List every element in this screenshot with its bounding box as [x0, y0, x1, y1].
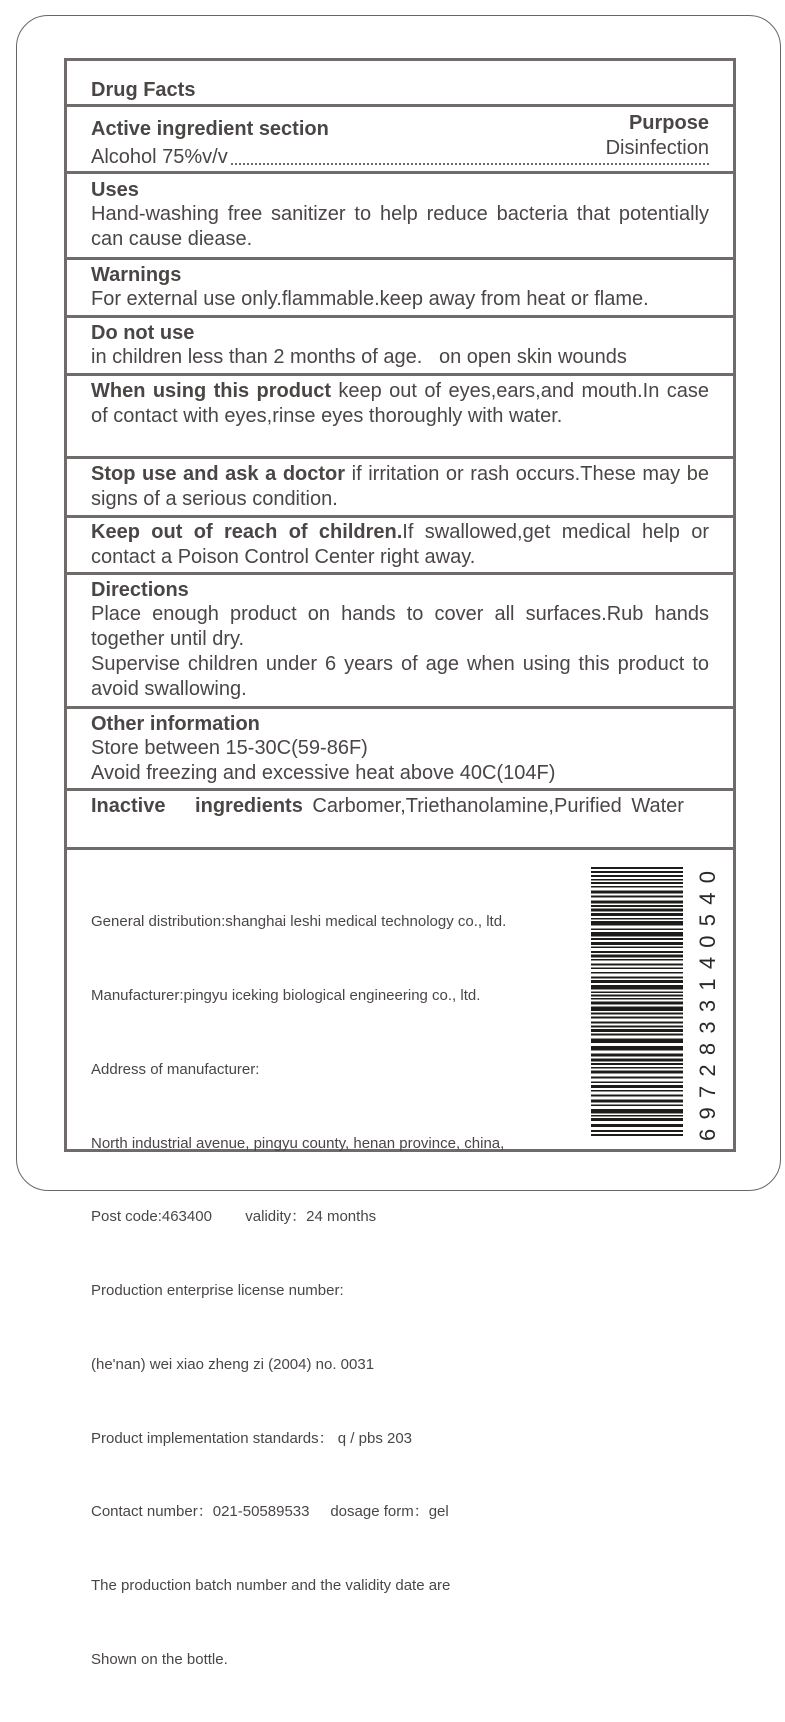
- barcode-bar: [591, 1085, 683, 1088]
- inactive-text: Carbomer,Triethanolamine,Purified Water: [302, 795, 684, 817]
- purpose-value: Disinfection: [605, 137, 709, 159]
- barcode-bar: [591, 959, 683, 961]
- barcode-bar: [591, 1054, 683, 1057]
- active-ingredient-section: [67, 107, 733, 171]
- stop-use-text: if irritation or rash occurs.These may be signs of a serious condition.: [91, 463, 710, 510]
- barcode-bar: [591, 901, 683, 904]
- keep-out-section: [67, 520, 733, 570]
- divider: [67, 171, 733, 174]
- warnings-text: For external use only.flammable.keep away from heat or flame.: [91, 288, 649, 310]
- barcode-bar: [591, 1026, 683, 1028]
- footer-line: North industrial avenue, pingyu county, henan province, china,: [91, 1134, 505, 1152]
- barcode-number: 6972833140540: [695, 871, 720, 1141]
- barcode-bar: [591, 1059, 683, 1062]
- uses-section: [67, 178, 733, 252]
- barcode-bar: [591, 1046, 683, 1051]
- barcode-bar: [591, 913, 683, 916]
- barcode-bar: [591, 977, 683, 979]
- barcode-bar: [591, 972, 683, 974]
- barcode-bar: [591, 1124, 683, 1127]
- footer-line: Address of manufacturer:: [91, 1060, 260, 1078]
- when-using-section: [67, 379, 733, 429]
- uses-heading: Uses: [91, 179, 139, 201]
- other-info-line-1: Store between 15-30C(59-86F): [91, 737, 368, 759]
- barcode-bar: [591, 921, 683, 926]
- barcode-bar: [591, 1029, 683, 1032]
- barcode-bar: [591, 875, 683, 877]
- barcode-bar: [591, 947, 683, 949]
- directions-section: [67, 578, 733, 702]
- barcode-bar: [591, 1082, 683, 1084]
- divider: [67, 788, 733, 791]
- footer-line: (he'nan) wei xiao zheng zi (2004) no. 0031: [91, 1355, 375, 1373]
- footer-line: Production enterprise license number:: [91, 1282, 344, 1300]
- footer-line: Contact number：021-50589533 dosage form：gel: [91, 1503, 449, 1521]
- barcode-bar: [591, 1115, 683, 1117]
- drug-facts-title: [67, 78, 733, 102]
- divider: [67, 572, 733, 575]
- barcode-bar: [591, 1095, 683, 1097]
- manufacturer-info: [67, 861, 607, 1722]
- barcode-bar: [591, 882, 683, 884]
- barcode-bar: [591, 1067, 683, 1069]
- barcode-bar: [591, 879, 683, 881]
- when-using-text: keep out of eyes,ears,and mouth.In case of contact with eyes,rinse eyes thoroughly with water.: [91, 380, 709, 427]
- footer-line: Shown on the bottle.: [91, 1651, 228, 1668]
- title-text: Drug Facts: [91, 79, 196, 101]
- barcode-bar: [591, 1039, 683, 1044]
- directions-text-2: Supervise children under 6 years of age when using this product to avoid swallowing.: [91, 653, 709, 700]
- barcode-bar: [591, 955, 683, 958]
- footer-line: Manufacturer:pingyu iceking biological engineering co., ltd.: [91, 986, 481, 1004]
- barcode-bar: [591, 1109, 683, 1114]
- divider: [67, 706, 733, 709]
- barcode-bar: [591, 1130, 683, 1132]
- footer-line: The production batch number and the validity date are: [91, 1577, 451, 1595]
- barcode-bar: [591, 964, 683, 966]
- active-ingredient: Alcohol 75%v/v: [91, 146, 228, 168]
- drug-facts-panel: [64, 58, 736, 1668]
- divider: [67, 315, 733, 318]
- do-not-use-heading: Do not use: [91, 322, 195, 344]
- divider: [67, 515, 733, 518]
- keep-out-heading: Keep out of reach of children.: [91, 521, 403, 543]
- barcode-bar: [591, 871, 683, 873]
- divider: [67, 373, 733, 376]
- barcode-bar: [591, 951, 683, 953]
- barcode-bars: [591, 867, 683, 1136]
- uses-text: Hand-washing free sanitizer to help reduce bacteria that potentially can cause diease.: [91, 203, 709, 250]
- barcode-bar: [591, 998, 683, 1000]
- do-not-use-section: [67, 321, 733, 370]
- directions-heading: Directions: [91, 579, 189, 601]
- keep-out-text: If swallowed,get medical help or contact a Poison Control Center right away.: [91, 521, 709, 568]
- barcode-bar: [591, 867, 683, 869]
- other-info-heading: Other information: [91, 713, 260, 735]
- barcode-bar: [591, 909, 683, 912]
- footer-line: Post code:463400 validity：24 months: [91, 1208, 377, 1226]
- barcode-bar: [591, 1007, 683, 1012]
- divider: [67, 456, 733, 459]
- barcode-bar: [591, 985, 683, 990]
- stop-use-heading: Stop use and ask a doctor: [91, 463, 346, 485]
- divider: [67, 847, 733, 850]
- barcode-bar: [591, 992, 683, 994]
- inactive-heading: Inactive ingredients: [91, 795, 303, 817]
- other-info-section: [67, 712, 733, 786]
- barcode-bar: [591, 1100, 683, 1103]
- barcode-bar: [591, 968, 683, 970]
- barcode-bar: [591, 891, 683, 894]
- warnings-section: [67, 263, 733, 312]
- barcode-bar: [591, 1071, 683, 1074]
- barcode-bar: [591, 995, 683, 997]
- footer-line: General distribution:shanghai leshi medical technology co., ltd.: [91, 913, 507, 931]
- barcode-bar: [591, 1118, 683, 1121]
- barcode: [591, 865, 720, 1141]
- barcode-bar: [591, 918, 683, 920]
- inactive-section: [67, 794, 733, 819]
- barcode-bar: [591, 1077, 683, 1079]
- barcode-bar: [591, 1090, 683, 1092]
- when-using-heading: When using this product: [91, 380, 331, 402]
- barcode-bar: [591, 942, 683, 945]
- barcode-bar: [591, 886, 683, 888]
- barcode-bar: [591, 938, 683, 940]
- barcode-bar: [591, 1105, 683, 1107]
- active-heading: Active ingredient section: [91, 118, 329, 140]
- barcode-bar: [591, 1017, 683, 1019]
- barcode-bar: [591, 896, 683, 898]
- barcode-bar: [591, 1034, 683, 1036]
- barcode-bar: [591, 932, 683, 937]
- other-info-line-2: Avoid freezing and excessive heat above 40C(104F): [91, 762, 556, 784]
- barcode-bar: [591, 905, 683, 907]
- stop-use-section: [67, 462, 733, 512]
- barcode-bar: [591, 1063, 683, 1065]
- barcode-bar: [591, 1013, 683, 1015]
- directions-text-1: Place enough product on hands to cover all surfaces.Rub hands together until dry.: [91, 603, 709, 650]
- barcode-bar: [591, 1134, 683, 1136]
- divider: [67, 257, 733, 260]
- barcode-bar: [591, 1002, 683, 1005]
- footer-line: Product implementation standards： q / pbs 203: [91, 1429, 413, 1447]
- barcode-bar: [591, 929, 683, 931]
- do-not-use-text: in children less than 2 months of age. on open skin wounds: [91, 346, 627, 368]
- warnings-heading: Warnings: [91, 264, 182, 286]
- purpose-heading: Purpose: [628, 112, 709, 134]
- barcode-bar: [591, 980, 683, 983]
- barcode-bar: [591, 1022, 683, 1024]
